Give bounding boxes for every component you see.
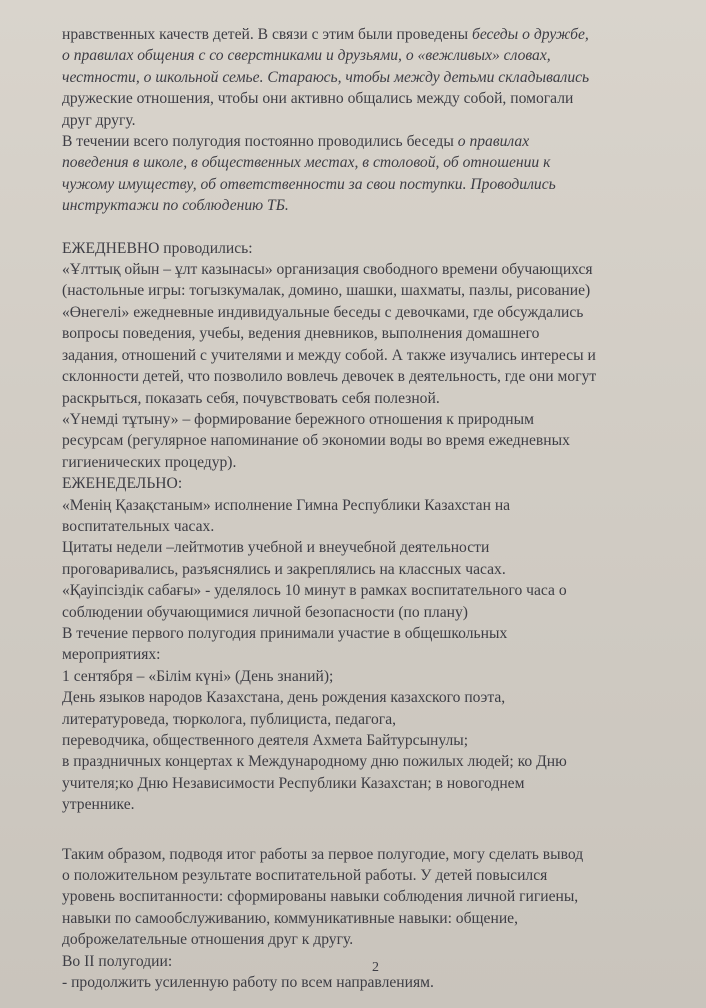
text-line: уровень воспитанности: сформированы навыки соблюдения личной гигиены, [62,888,579,906]
italic-run: о правилах [457,133,530,151]
section-daily [62,238,666,473]
text-line: литературоведа, тюрколога, публициста, педагога, [62,710,397,728]
section-conclusion [62,844,666,994]
text-run: В течении всего полугодия постоянно проводились беседы [62,133,458,151]
section-weekly [62,473,666,816]
italic-run: честности, о школьной семье. Стараюсь, чтобы между детьми складывались [62,68,590,86]
text-line: о положительном результате воспитательной работы. У детей повысился [62,867,548,885]
page-number: 2 [372,960,379,975]
text-line: «Қауіпсіздік сабағы» - уделялось 10 минут в рамках воспитательного часа о [62,582,567,600]
text-line [62,88,666,109]
text-line: Таким образом, подводя итог работы за первое полугодие, могу сделать вывод [62,845,584,863]
text-line [62,110,666,131]
text-line: соблюдении обучающимися личной безопасности (по плану) [62,603,468,621]
text-line [62,67,666,88]
spacer [62,217,666,238]
text-line: «Үнемді тұтыну» – формирование бережного отношения к природным [62,410,534,428]
text-line [62,174,666,195]
text-line: Во II полугодии: [62,952,173,970]
text-line: склонности детей, что позволило вовлечь девочек в деятельность, где они могут [62,368,597,386]
text-line: гигиенических процедур). [62,453,237,471]
text-line: «Өнегелі» ежедневные индивидуальные беседы с девочками, где обсуждались [62,303,584,321]
text-line: «Ұлттық ойын – ұлт казынасы» организация свободного времени обучающихся [62,261,593,279]
italic-run: инструктажи по соблюдению ТБ. [62,197,289,215]
italic-run: чужому имуществу, об ответственности за свои поступки. Проводились [62,175,556,193]
text-line: вопросы поведения, учебы, ведения дневников, выполнения домашнего [62,325,540,343]
italic-run: поведения в школе, в общественных местах, в столовой, об отношении к [62,154,551,172]
text-line: (настольные игры: тогызкумалак, домино, шашки, шахматы, пазлы, рисование) [62,282,591,300]
text-line: Цитаты недели –лейтмотив учебной и внеучебной деятельности [62,539,490,557]
text-line: утреннике. [62,796,135,814]
text-run: друг другу. [62,111,136,129]
text-line: воспитательных часах. [62,517,215,535]
text-line: навыки по самообслуживанию, коммуникативные навыки: общение, [62,909,518,927]
text-run: дружеские отношения, чтобы они активно общались между собой, помогали [62,90,574,108]
section-heading: ЕЖЕДНЕВНО проводились: [62,239,253,257]
text-line: задания, отношений с учителями и между собой. А также изучались интересы и [62,346,596,364]
text-line: 1 сентября – «Білім күні» (День знаний); [62,667,334,685]
spacer [62,816,666,844]
text-line: переводчика, общественного деятеля Ахмета Байтурсынулы; [62,732,469,749]
text-line: ресурсам (регулярное напоминание об экономии воды во время ежедневных [62,432,570,450]
italic-run: о правилах общения с со сверстниками и друзьями, о «вежливых» словах, [62,47,551,65]
paragraph-moral-education [62,24,666,131]
text-line: проговаривались, разъяснялись и закреплялись на классных часах. [62,560,506,578]
section-heading: ЕЖЕНЕДЕЛЬНО: [62,475,183,493]
text-line: В течение первого полугодия принимали участие в общешкольных [62,624,508,642]
text-line [62,152,666,173]
text-line: учителя;ко Дню Независимости Республики Казахстан; в новогоднем [62,774,525,792]
text-line: доброжелательные отношения друг к другу. [62,931,354,949]
paragraph-conversations [62,131,666,217]
text-line: мероприятиях: [62,646,161,664]
text-line [62,24,666,45]
text-line [62,131,666,152]
text-line: «Менің Қазақстаным» исполнение Гимна Республики Казахстан на [62,496,511,514]
text-line: - продолжить усиленную работу по всем направлениям. [62,974,434,992]
text-line [62,45,666,66]
text-line: День языков народов Казахстана, день рождения казахского поэта, [62,689,506,707]
text-line: в праздничных концертах к Международному дню пожилых людей; ко Дню [62,753,567,771]
text-line [62,195,666,216]
text-run: нравственных качеств детей. В связи с этим были проведены [62,26,472,43]
italic-run: беседы о дружбе, [471,26,589,43]
text-line: раскрыться, показать себя, почувствовать себя полезной. [62,389,440,407]
